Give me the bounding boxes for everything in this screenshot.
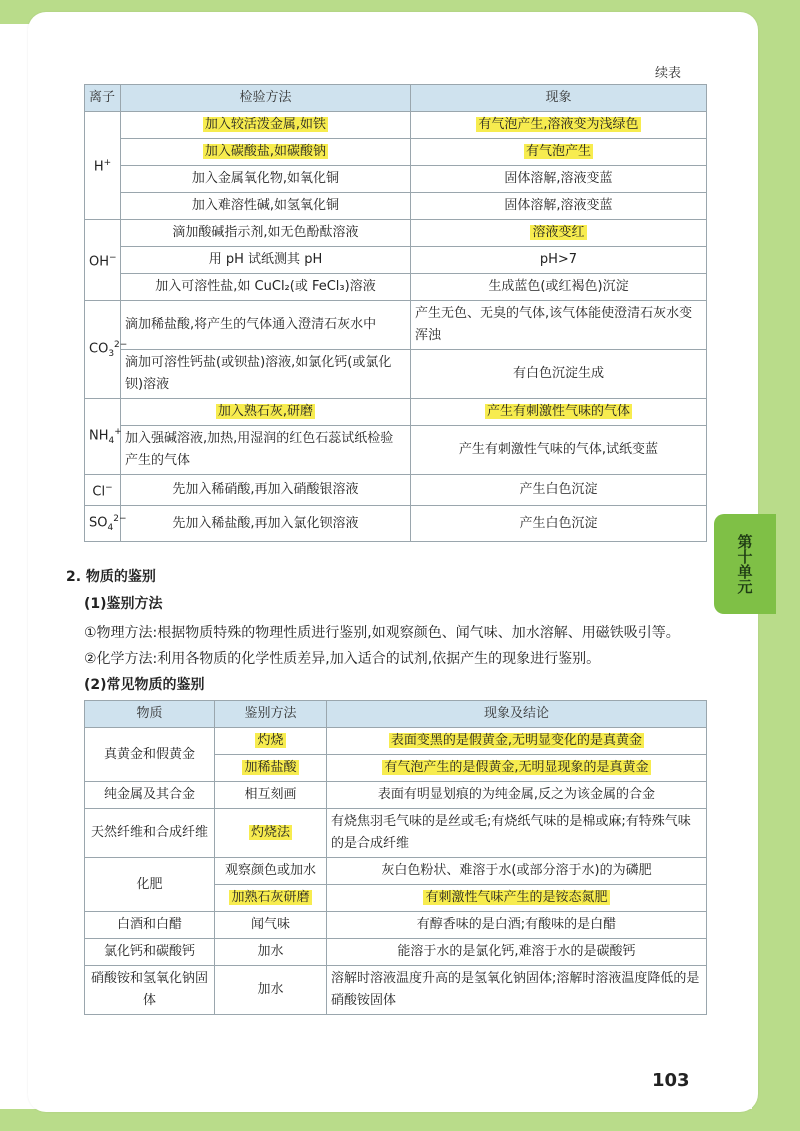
result-cell: 产生有刺激性气味的气体 [411, 399, 707, 426]
page-number: 103 [652, 1070, 690, 1091]
table-row [85, 912, 707, 939]
result-cell: 有气泡产生的是假黄金,无明显现象的是真黄金 [327, 755, 707, 782]
ion-test-table [84, 84, 707, 542]
table-row [85, 193, 707, 220]
result-cell: 有气泡产生 [411, 139, 707, 166]
method-cell: 加入难溶性碱,如氢氧化铜 [121, 193, 411, 220]
ion-h: H+ [85, 112, 121, 220]
table-row [85, 166, 707, 193]
result-cell: 产生无色、无臭的气体,该气体能使澄清石灰水变浑浊 [411, 301, 707, 350]
result-cell: 灰白色粉状、难溶于水(或部分溶于水)的为磷肥 [327, 858, 707, 885]
table-row [85, 966, 707, 1015]
table-row [85, 858, 707, 885]
result-cell: 有气泡产生,溶液变为浅绿色 [411, 112, 707, 139]
header-result: 现象及结论 [327, 701, 707, 728]
method-cell: 加水 [215, 939, 327, 966]
method-cell: 闻气味 [215, 912, 327, 939]
method-cell: 灼烧 [215, 728, 327, 755]
substance-cell: 纯金属及其合金 [85, 782, 215, 809]
result-cell: 有醇香味的是白酒;有酸味的是白醋 [327, 912, 707, 939]
table-row [85, 220, 707, 247]
substance-cell: 化肥 [85, 858, 215, 912]
result-cell: 产生白色沉淀 [411, 506, 707, 542]
result-cell: 溶解时溶液温度升高的是氢氧化钠固体;溶解时溶液温度降低的是硝酸铵固体 [327, 966, 707, 1015]
method-cell: 加稀盐酸 [215, 755, 327, 782]
ion-so4: $SO_4^{2-}$ [85, 506, 121, 542]
method-cell: 先加入稀盐酸,再加入氯化钡溶液 [121, 506, 411, 542]
result-cell: 生成蓝色(或红褐色)沉淀 [411, 274, 707, 301]
result-cell: 固体溶解,溶液变蓝 [411, 166, 707, 193]
paragraph-chemical: ②化学方法:利用各物质的化学性质差异,加入适合的试剂,依据产生的现象进行鉴别。 [84, 651, 601, 667]
method-cell: 加熟石灰研磨 [215, 885, 327, 912]
result-cell: 溶液变红 [411, 220, 707, 247]
ion-cl: Cl− [85, 475, 121, 506]
table-header-row [85, 85, 707, 112]
substance-cell: 天然纤维和合成纤维 [85, 809, 215, 858]
method-cell: 滴加稀盐酸,将产生的气体通入澄清石灰水中 [121, 301, 411, 350]
method-cell: 加入熟石灰,研磨 [121, 399, 411, 426]
paragraph-physical: ①物理方法:根据物质特殊的物理性质进行鉴别,如观察颜色、闻气味、加水溶解、用磁铁吸引等。 [84, 625, 680, 641]
subsection-common: (2)常见物质的鉴别 [84, 677, 205, 693]
method-cell: 相互刻画 [215, 782, 327, 809]
method-cell: 灼烧法 [215, 809, 327, 858]
table-row [85, 301, 707, 350]
ion-oh: OH− [85, 220, 121, 301]
ion-nh4: $NH_4^+$ [85, 399, 121, 475]
table-row [85, 247, 707, 274]
table-row [85, 350, 707, 399]
table-row [85, 506, 707, 542]
method-cell: 加入碳酸盐,如碳酸钠 [121, 139, 411, 166]
result-cell: 有白色沉淀生成 [411, 350, 707, 399]
table-row [85, 399, 707, 426]
subsection-methods: (1)鉴别方法 [84, 596, 163, 612]
page-border-bottom [0, 1109, 800, 1131]
header-substance: 物质 [85, 701, 215, 728]
unit-side-tab: 第十单元 [714, 514, 776, 614]
table-row [85, 112, 707, 139]
ion-co3: $CO_3^{2-}$ [85, 301, 121, 399]
result-cell: 产生白色沉淀 [411, 475, 707, 506]
section-title: 2. 物质的鉴别 [66, 569, 156, 585]
method-cell: 加入金属氧化物,如氧化铜 [121, 166, 411, 193]
table-row [85, 809, 707, 858]
substance-identification-table [84, 700, 707, 1015]
method-cell: 滴加可溶性钙盐(或钡盐)溶液,如氯化钙(或氯化钡)溶液 [121, 350, 411, 399]
table-row [85, 426, 707, 475]
result-cell: 固体溶解,溶液变蓝 [411, 193, 707, 220]
header-method: 检验方法 [121, 85, 411, 112]
continued-label: 续表 [655, 66, 682, 81]
table-row [85, 782, 707, 809]
method-cell: 加入强碱溶液,加热,用湿润的红色石蕊试纸检验产生的气体 [121, 426, 411, 475]
result-cell: pH>7 [411, 247, 707, 274]
substance-cell: 真黄金和假黄金 [85, 728, 215, 782]
result-cell: 产生有刺激性气味的气体,试纸变蓝 [411, 426, 707, 475]
method-cell: 滴加酸碱指示剂,如无色酚酞溶液 [121, 220, 411, 247]
method-cell: 先加入稀硝酸,再加入硝酸银溶液 [121, 475, 411, 506]
result-cell: 有刺激性气味产生的是铵态氮肥 [327, 885, 707, 912]
substance-cell: 氯化钙和碳酸钙 [85, 939, 215, 966]
header-result: 现象 [411, 85, 707, 112]
method-cell: 加入可溶性盐,如 CuCl₂(或 FeCl₃)溶液 [121, 274, 411, 301]
table-row [85, 728, 707, 755]
header-ion: 离子 [85, 85, 121, 112]
method-cell: 加水 [215, 966, 327, 1015]
result-cell: 表面变黑的是假黄金,无明显变化的是真黄金 [327, 728, 707, 755]
substance-cell: 硝酸铵和氢氧化钠固体 [85, 966, 215, 1015]
substance-cell: 白酒和白醋 [85, 912, 215, 939]
result-cell: 表面有明显划痕的为纯金属,反之为该金属的合金 [327, 782, 707, 809]
result-cell: 能溶于水的是氯化钙,难溶于水的是碳酸钙 [327, 939, 707, 966]
header-method: 鉴别方法 [215, 701, 327, 728]
table-row [85, 939, 707, 966]
method-cell: 用 pH 试纸测其 pH [121, 247, 411, 274]
method-cell: 观察颜色或加水 [215, 858, 327, 885]
table-row [85, 139, 707, 166]
table-header-row [85, 701, 707, 728]
table-row [85, 274, 707, 301]
table-row [85, 475, 707, 506]
result-cell: 有烧焦羽毛气味的是丝或毛;有烧纸气味的是棉或麻;有特殊气味的是合成纤维 [327, 809, 707, 858]
method-cell: 加入较活泼金属,如铁 [121, 112, 411, 139]
